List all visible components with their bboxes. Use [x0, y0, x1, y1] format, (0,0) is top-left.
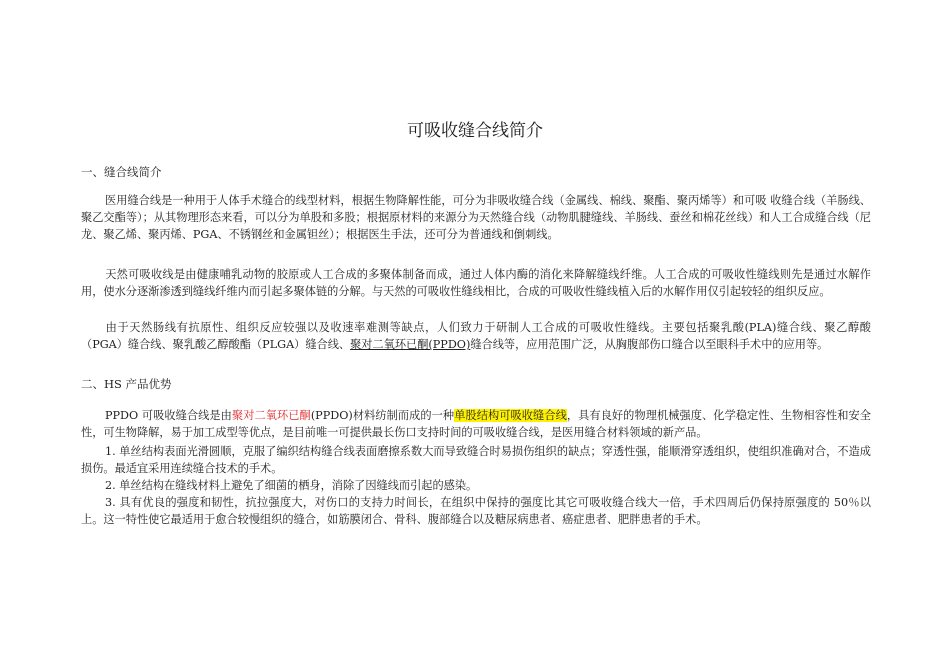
page-title: 可吸收缝合线简介 — [407, 121, 543, 141]
paragraph-natural-absorbable — [81, 266, 871, 300]
paragraph-text: ，具有良好的物理机械强度、化学稳定性、生物相容性和安全性，可生物降解，易于加工成型等优点，是目前唯一可提供最长伤口支持时间的可吸收缝合线，是医用缝合材料领域的新产品。 — [81, 409, 871, 439]
list-item-text: 3. 具有优良的强度和韧性，抗拉强度大，对伤口的支持力时间长，在组织中保持的强度比其它可吸收缝合线大一倍，手术四周后仍保持原强度的 50％以上。这一特性使它最适用于愈合较慢组织的缝合，如筋膜闭合、骨科、腹部缝合以及糖尿病患者、癌症患者、肥胖患者的手术。 — [81, 496, 871, 526]
paragraph-text: (PPDO)材料纺制而成的一种 — [310, 409, 455, 422]
paragraph-text: 由于天然肠线有抗原性、组织反应较强以及收速率难测等缺点，人们致力于研制人工合成的可吸收性缝线。主要包括聚乳酸(PLA)缝合线、聚乙醇酸（PGA）缝合线、聚乳酸乙醇酸酯（PLGA）缝合线、 — [81, 321, 871, 351]
section-heading-advantages: 二、HS 产品优势 — [81, 377, 172, 391]
list-item-1 — [81, 443, 871, 477]
paragraph-ppdo-intro — [81, 407, 871, 441]
paragraph-text: 天然可吸收线是由健康哺乳动物的胶原或人工合成的多聚体制备而成，通过人体内酶的消化来降解缝线纤维。人工合成的可吸收性缝线则先是通过水解作用，使水分逐渐渗透到缝线纤维内而引起多聚体链的分解。与天然的可吸收性缝线相比，合成的可吸收性缝线植入后的水解作用仅引起较轻的组织反应。 — [81, 268, 871, 298]
list-item-text: 1. 单丝结构表面光滑圆顺，克服了编织结构缝合线表面磨擦系数大而导致缝合时易损伤组织的缺点；穿透性强，能顺滑穿透组织，使组织准确对合，不造成损伤。最适宜采用连续缝合技术的手术。 — [81, 445, 871, 475]
underlined-term-ppdo: 聚对二氧环已酮(PPDO) — [350, 338, 471, 351]
paragraph-text: 缝合线等，应用范围广泛，从胸腹部伤口缝合以至眼科手术中的应用等。 — [470, 338, 829, 351]
section-heading-intro: 一、缝合线简介 — [81, 165, 162, 179]
red-term-ppdo: 聚对二氧环已酮 — [231, 409, 311, 422]
paragraph-text: 医用缝合线是一种用于人体手术缝合的线型材料，根据生物降解性能，可分为非吸收缝合线（金属线、棉线、聚酯、聚丙烯等）和可吸 收缝合线（羊肠线、聚乙交酯等）；从其物理形态来看，可以分为单股和多股；根据原材料的来源分为天然缝合线（动物肌腱缝线、羊肠线、蚕丝和棉花丝线）和人工合成缝合线（尼龙、聚乙烯、聚丙烯、PGA、不锈钢丝和金属钽丝）；根据医生手法，还可分为普通线和倒刺线。 — [81, 194, 871, 241]
list-item-3 — [81, 494, 871, 528]
highlighted-term-monofilament: 单股结构可吸收缝合线 — [454, 409, 567, 422]
list-item-2 — [81, 477, 871, 494]
paragraph-text: PPDO 可吸收缝合线是由 — [105, 409, 232, 422]
list-item-text: 2. 单丝结构在缝线材料上避免了细菌的栖身，消除了因缝线而引起的感染。 — [105, 479, 478, 492]
paragraph-synthetic-types — [81, 319, 871, 353]
paragraph-suture-overview — [81, 192, 871, 243]
